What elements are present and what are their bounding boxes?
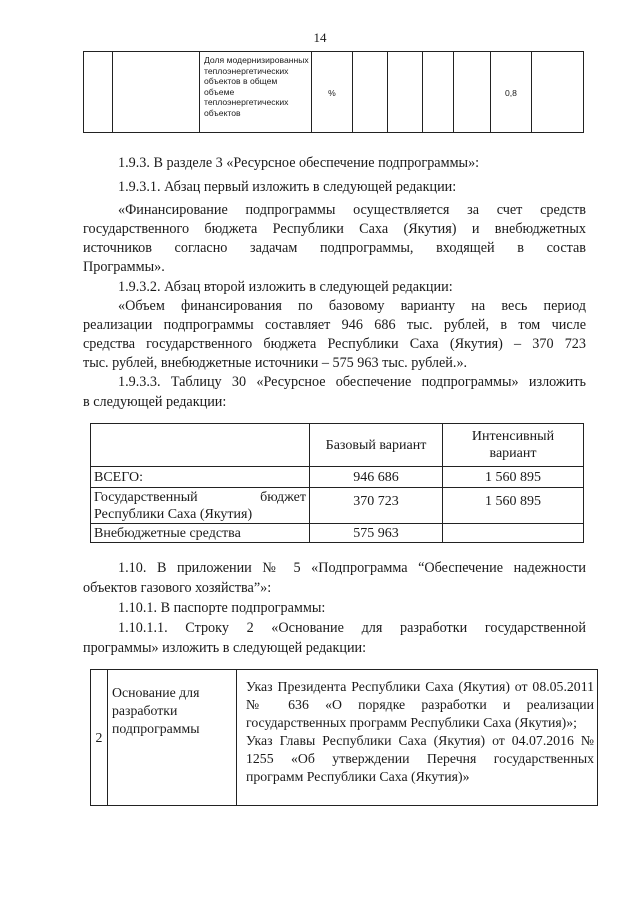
passport-decree-2: Указ Главы Республики Саха (Якутия) от 04.07.2016 № 1255 «Об утверждении Перечня государственных программ Республики Саха (Якутия)» xyxy=(246,733,594,784)
paragraph-1-10-line-1: 1.10. В приложении № 5 «Подпрограмма “Обеспечение надежности xyxy=(118,560,586,576)
paragraph-1-9-3-2: 1.9.3.2. Абзац второй изложить в следующей редакции: xyxy=(118,279,453,295)
indicator-value: 0,8 xyxy=(491,52,532,133)
paragraph-volume-line-4: тыс. рублей, внебюджетные источники – 575 963 тыс. рублей.». xyxy=(83,355,468,371)
resource-header-base: Базовый вариант xyxy=(310,424,443,467)
resource-table xyxy=(90,423,584,543)
passport-row-label: Основание для разработки подпрограммы xyxy=(108,670,237,806)
resource-row-base: 575 963 xyxy=(310,524,443,543)
resource-row-label: ВСЕГО: xyxy=(91,467,310,488)
paragraph-financing-line-1: «Финансирование подпрограммы осуществляется за счет средств xyxy=(118,202,586,218)
resource-row-intensive: 1 560 895 xyxy=(443,488,584,524)
passport-row-number: 2 xyxy=(91,670,108,806)
table-row xyxy=(91,524,584,543)
paragraph-1-9-3-1: 1.9.3.1. Абзац первый изложить в следующей редакции: xyxy=(118,179,457,195)
paragraph-financing-line-2: государственного бюджета Республики Саха (Якутия) и внебюджетных xyxy=(83,221,586,237)
table-row xyxy=(91,467,584,488)
passport-row-content xyxy=(237,670,598,806)
indicator-unit: % xyxy=(312,52,353,133)
paragraph-1-10-1-1-line-1: 1.10.1.1. Строку 2 «Основание для разработки государственной xyxy=(118,620,586,636)
indicator-table xyxy=(83,51,584,133)
paragraph-1-9-3-3-line-1: 1.9.3.3. Таблицу 30 «Ресурсное обеспечение подпрограммы» изложить xyxy=(118,374,586,390)
table-row xyxy=(91,670,598,806)
paragraph-financing-line-3: источников согласно задачам подпрограммы, входящей в состав xyxy=(83,240,586,256)
resource-header-intensive: Интенсивный вариант xyxy=(443,424,584,467)
paragraph-volume-line-2: реализации подпрограммы составляет 946 686 тыс. рублей, в том числе xyxy=(83,317,586,333)
passport-decree-1: Указ Президента Республики Саха (Якутия) от 08.05.2011 № 636 «О порядке разработки и реализации государственных программ Республики Саха (Якутия)»; xyxy=(246,679,594,730)
paragraph-volume-line-3: средства государственного бюджета Республики Саха (Якутия) – 370 723 xyxy=(83,336,586,352)
paragraph-1-9-3-3-line-2: в следующей редакции: xyxy=(83,394,227,410)
paragraph-volume-line-1: «Объем финансирования по базовому варианту на весь период xyxy=(118,298,586,314)
page-number: 14 xyxy=(313,30,327,45)
table-row xyxy=(91,488,584,524)
resource-row-intensive xyxy=(443,524,584,543)
paragraph-1-9-3: 1.9.3. В разделе 3 «Ресурсное обеспечение подпрограммы»: xyxy=(118,155,480,171)
paragraph-1-10-1: 1.10.1. В паспорте подпрограммы: xyxy=(118,600,326,616)
resource-row-base: 370 723 xyxy=(310,488,443,524)
indicator-name: Доля модернизированных теплоэнергетических объектов в общем объеме теплоэнергетических объектов xyxy=(200,52,312,133)
resource-row-label: Внебюджетные средства xyxy=(91,524,310,543)
paragraph-1-10-1-1-line-2: программы» изложить в следующей редакции: xyxy=(83,640,367,656)
paragraph-1-10-line-2: объектов газового хозяйства”»: xyxy=(83,580,272,596)
paragraph-financing-line-4: Программы». xyxy=(83,259,165,275)
resource-row-base: 946 686 xyxy=(310,467,443,488)
resource-row-intensive: 1 560 895 xyxy=(443,467,584,488)
passport-table xyxy=(90,669,598,806)
resource-row-label: Государственный бюджет Республики Саха (Якутия) xyxy=(91,488,310,524)
resource-header-empty xyxy=(91,424,310,467)
